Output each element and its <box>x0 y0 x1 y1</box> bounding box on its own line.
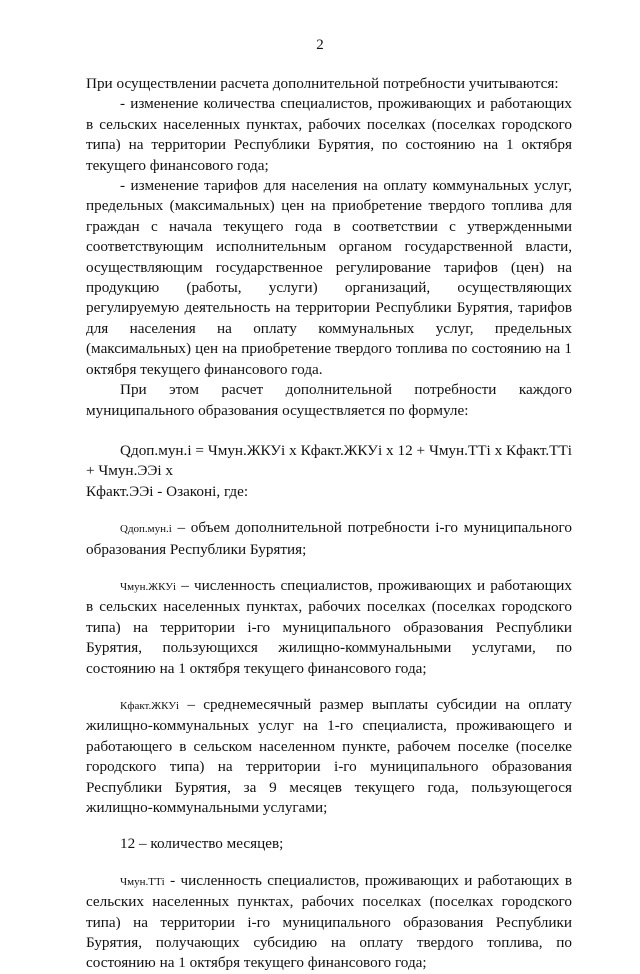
definition-q-dop <box>86 518 572 560</box>
definition-symbol: Чмун.ЖКУi <box>120 580 177 593</box>
definition-text: – объем дополнительной потребности i-го муниципального образования Республики Бурятия; <box>86 519 572 558</box>
intro-paragraph: При осуществлении расчета дополнительной потребности учитываются: <box>86 75 559 92</box>
definition-k-zhku <box>86 695 572 818</box>
definition-symbol: Qдоп.мун.i <box>120 523 172 536</box>
definition-text: 12 – количество месяцев; <box>120 835 284 853</box>
definition-symbol: Кфакт.ЖКУi <box>120 699 180 712</box>
list-item-specialists: - изменение количества специалистов, проживающих и работающих в сельских населенных пунктах, рабочих поселках (поселках городского типа) на территории Республики Бурятия, по состоянию на 1 октября текущего финансового года; <box>86 95 572 174</box>
list-item-tariffs: - изменение тарифов для населения на оплату коммунальных услуг, предельных (максимальных) цен на приобретение твердого топлива для граждан с начала текущего года в соответствии с утвержденными соответствующим исполнительным органом государственной власти, осуществляющим государственное регулирование тарифов (цен) на продукцию (работы, услуги) организаций, осуществляющих регулируемую деятельность на территории Республики Бурятия, тарифов для населения на оплату коммунальных услуг, предельных (максимальных) цен на приобретение твердого топлива по состоянию на 1 октября текущего финансового года. <box>86 177 572 378</box>
definition-ch-zhku <box>86 576 572 679</box>
definition-months <box>86 834 572 854</box>
definition-text: - численность специалистов, проживающих и работающих в сельских населенных пунктах, рабочих поселках (поселках городского типа) на территории i-го муниципального образования Республики Бурятия, получающих субсидию на оплату твердого топлива, по состоянию на 1 октября текущего финансового года; <box>86 871 572 972</box>
definition-text: – численность специалистов, проживающих и работающих в сельских населенных пунктах, рабочих поселках (поселках городского типа) на территории i-го муниципального образования Республики Бурятия, пользующихся жилищно-коммунальными услугами, по состоянию на 1 октября текущего финансового года; <box>86 576 572 677</box>
page-number: 2 <box>316 37 324 53</box>
formula-intro-paragraph: При этом расчет дополнительной потребности каждого муниципального образования осуществляется по формуле: <box>86 381 572 419</box>
definition-symbol: Чмун.ТТi <box>120 875 165 888</box>
document-body <box>86 74 572 974</box>
formula-line-2: Кфакт.ЭЭi - Oзаконi, где: <box>86 482 249 500</box>
definition-ch-tt <box>86 871 572 974</box>
formula-block <box>86 441 572 502</box>
definition-text: – среднемесячный размер выплаты субсидии на оплату жилищно-коммунальных услуг на 1-го специалиста, проживающего и работающего в сельском населенном пункте, рабочем поселке (поселке городского типа) на территории i-го муниципального образования Республики Бурятия, за 9 месяцев текущего года, пользующегося жилищно-коммунальными услугами; <box>86 695 572 816</box>
formula-line-1: Qдоп.мун.i = Чмун.ЖКУi x Кфакт.ЖКУi x 12 + Чмун.ТТi x Кфакт.ТТi + Чмун.ЭЭi x <box>86 441 572 480</box>
